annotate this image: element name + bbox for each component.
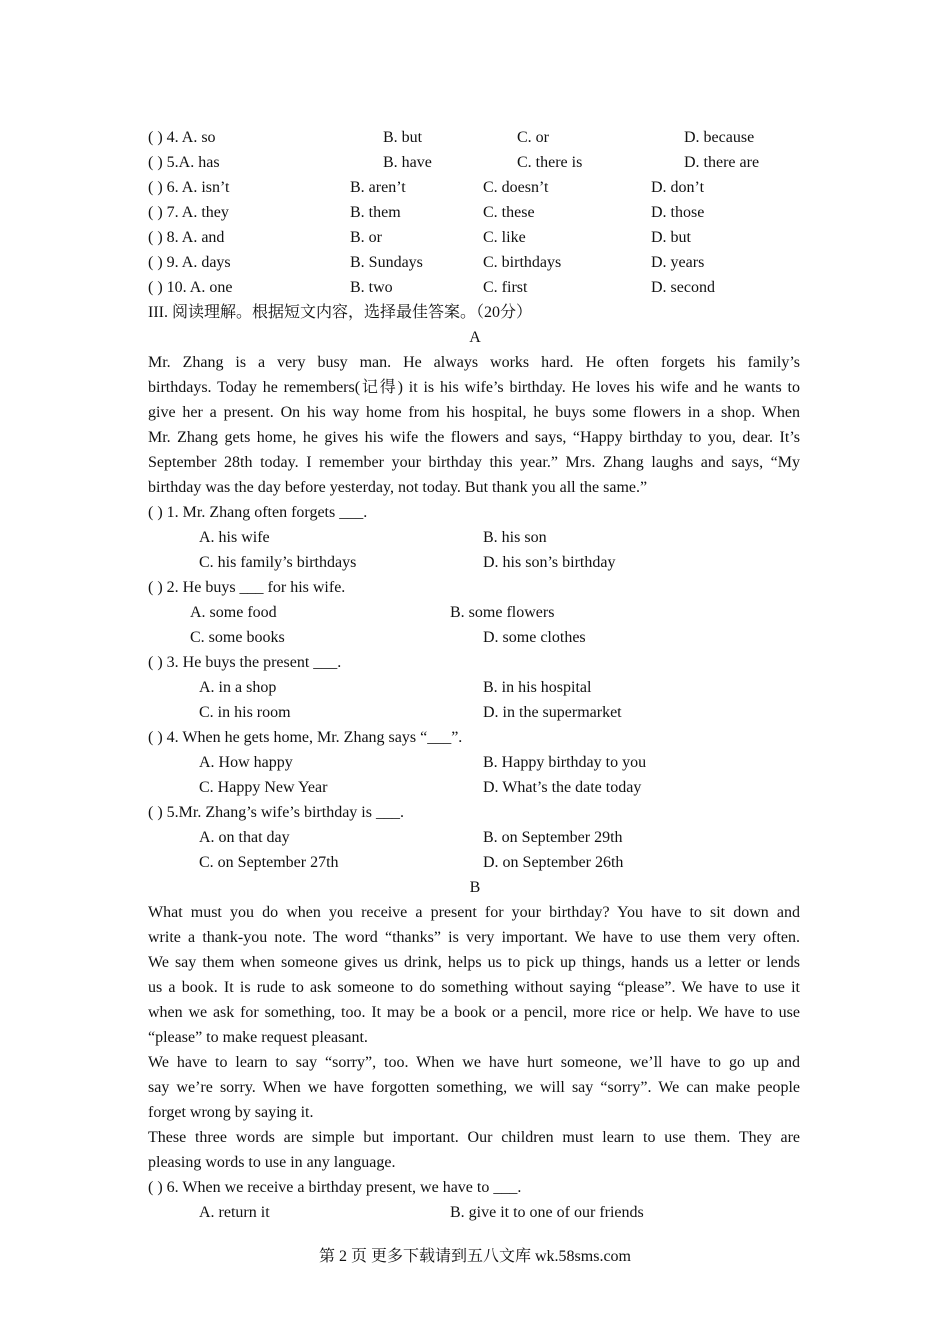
passage-line: “please” to make request pleasant. — [148, 1029, 368, 1046]
option: C. like — [483, 229, 526, 246]
option: C. on September 27th — [199, 854, 339, 871]
option: A. some food — [190, 604, 277, 621]
option: B. his son — [483, 529, 547, 546]
option: B. aren’t — [350, 179, 406, 196]
passage-line: These three words are simple but important. Our children must learn to use them. They are — [148, 1129, 800, 1146]
option: B. them — [350, 204, 401, 221]
option: C. doesn’t — [483, 179, 549, 196]
option: D. his son’s birthday — [483, 554, 616, 571]
question-stem: ( ) 5.Mr. Zhang’s wife’s birthday is ___. — [148, 804, 404, 821]
option: D. years — [651, 254, 705, 271]
passage-line: forget wrong by saying it. — [148, 1104, 314, 1121]
option: C. in his room — [199, 704, 291, 721]
option: C. there is — [517, 154, 583, 171]
option: B. Happy birthday to you — [483, 754, 647, 771]
option: D. on September 26th — [483, 854, 624, 871]
passage-line: September 28th today. I remember your birthday this year.” Mrs. Zhang laughs and says, “My — [148, 454, 800, 471]
passage-label: B — [469, 879, 481, 896]
question-stem: ( ) 4. A. so — [148, 129, 216, 146]
option: D. those — [651, 204, 705, 221]
question-stem: ( ) 10. A. one — [148, 279, 233, 296]
passage-line: birthday was the day before yesterday, not today. But thank you all the same.” — [148, 479, 648, 496]
option: B. but — [383, 129, 423, 146]
option: A. How happy — [199, 754, 293, 771]
option: D. What’s the date today — [483, 779, 642, 796]
option: D. don’t — [651, 179, 705, 196]
option: C. these — [483, 204, 535, 221]
option: C. or — [517, 129, 549, 146]
question-stem: ( ) 7. A. they — [148, 204, 229, 221]
option: C. his family’s birthdays — [199, 554, 357, 571]
passage-line: when we ask for something, too. It may be a book or a pencil, more rice or help. We have to use — [148, 1004, 800, 1021]
passage-line: Mr. Zhang is a very busy man. He always works hard. He often forgets his family’s — [148, 354, 800, 371]
option: B. some flowers — [450, 604, 555, 621]
option: A. return it — [199, 1204, 270, 1221]
question-stem: ( ) 4. When he gets home, Mr. Zhang says “___”. — [148, 729, 463, 746]
option: C. birthdays — [483, 254, 562, 271]
passage-line: write a thank-you note. The word “thanks” is very important. We have to use them very often. — [148, 929, 800, 946]
section-title: III. 阅读理解。根据短文内容，选择最佳答案。（20分） — [148, 304, 532, 321]
option: B. on September 29th — [483, 829, 623, 846]
question-stem: ( ) 2. He buys ___ for his wife. — [148, 579, 346, 596]
option: D. because — [684, 129, 755, 146]
passage-label: A — [469, 329, 481, 346]
option: A. on that day — [199, 829, 290, 846]
passage-line: What must you do when you receive a present for your birthday? You have to sit down and — [148, 904, 800, 921]
option: D. but — [651, 229, 691, 246]
option: B. two — [350, 279, 393, 296]
option: A. his wife — [199, 529, 270, 546]
option: D. in the supermarket — [483, 704, 622, 721]
option: C. some books — [190, 629, 285, 646]
option: A. in a shop — [199, 679, 277, 696]
passage-line: We say them when someone gives us drink, helps us to pick up things, hands us a letter or lends — [148, 954, 800, 971]
passage-line: us a book. It is rude to ask someone to do something without saying “please”. We have to use it — [148, 979, 800, 996]
option: D. second — [651, 279, 715, 296]
question-stem: ( ) 6. When we receive a birthday present, we have to ___. — [148, 1179, 522, 1196]
question-stem: ( ) 5.A. has — [148, 154, 220, 171]
question-stem: ( ) 1. Mr. Zhang often forgets ___. — [148, 504, 368, 521]
passage-line: give her a present. On his way home from his hospital, he buys some flowers in a shop. When — [148, 404, 800, 421]
option: B. Sundays — [350, 254, 423, 271]
option: D. some clothes — [483, 629, 586, 646]
option: D. there are — [684, 154, 760, 171]
option: C. first — [483, 279, 528, 296]
question-stem: ( ) 6. A. isn’t — [148, 179, 230, 196]
question-stem: ( ) 3. He buys the present ___. — [148, 654, 342, 671]
passage-line: We have to learn to say “sorry”, too. When we have hurt someone, we’ll have to go up and — [148, 1054, 800, 1071]
option: B. in his hospital — [483, 679, 592, 696]
option: B. have — [383, 154, 432, 171]
option: C. Happy New Year — [199, 779, 328, 796]
question-stem: ( ) 9. A. days — [148, 254, 231, 271]
passage-line: Mr. Zhang gets home, he gives his wife the flowers and says, “Happy birthday to you, dear. It’s — [148, 429, 800, 446]
option: B. or — [350, 229, 382, 246]
option: B. give it to one of our friends — [450, 1204, 644, 1221]
page-footer: 第 2 页 更多下载请到五八文库 wk.58sms.com — [318, 1248, 631, 1265]
question-stem: ( ) 8. A. and — [148, 229, 225, 246]
passage-line: say we’re sorry. When we have forgotten something, we will say “sorry”. We can make people — [148, 1079, 800, 1096]
passage-line: birthdays. Today he remembers(记得) it is his wife’s birthday. He loves his wife and he wants to — [148, 379, 800, 396]
passage-line: pleasing words to use in any language. — [148, 1154, 396, 1171]
